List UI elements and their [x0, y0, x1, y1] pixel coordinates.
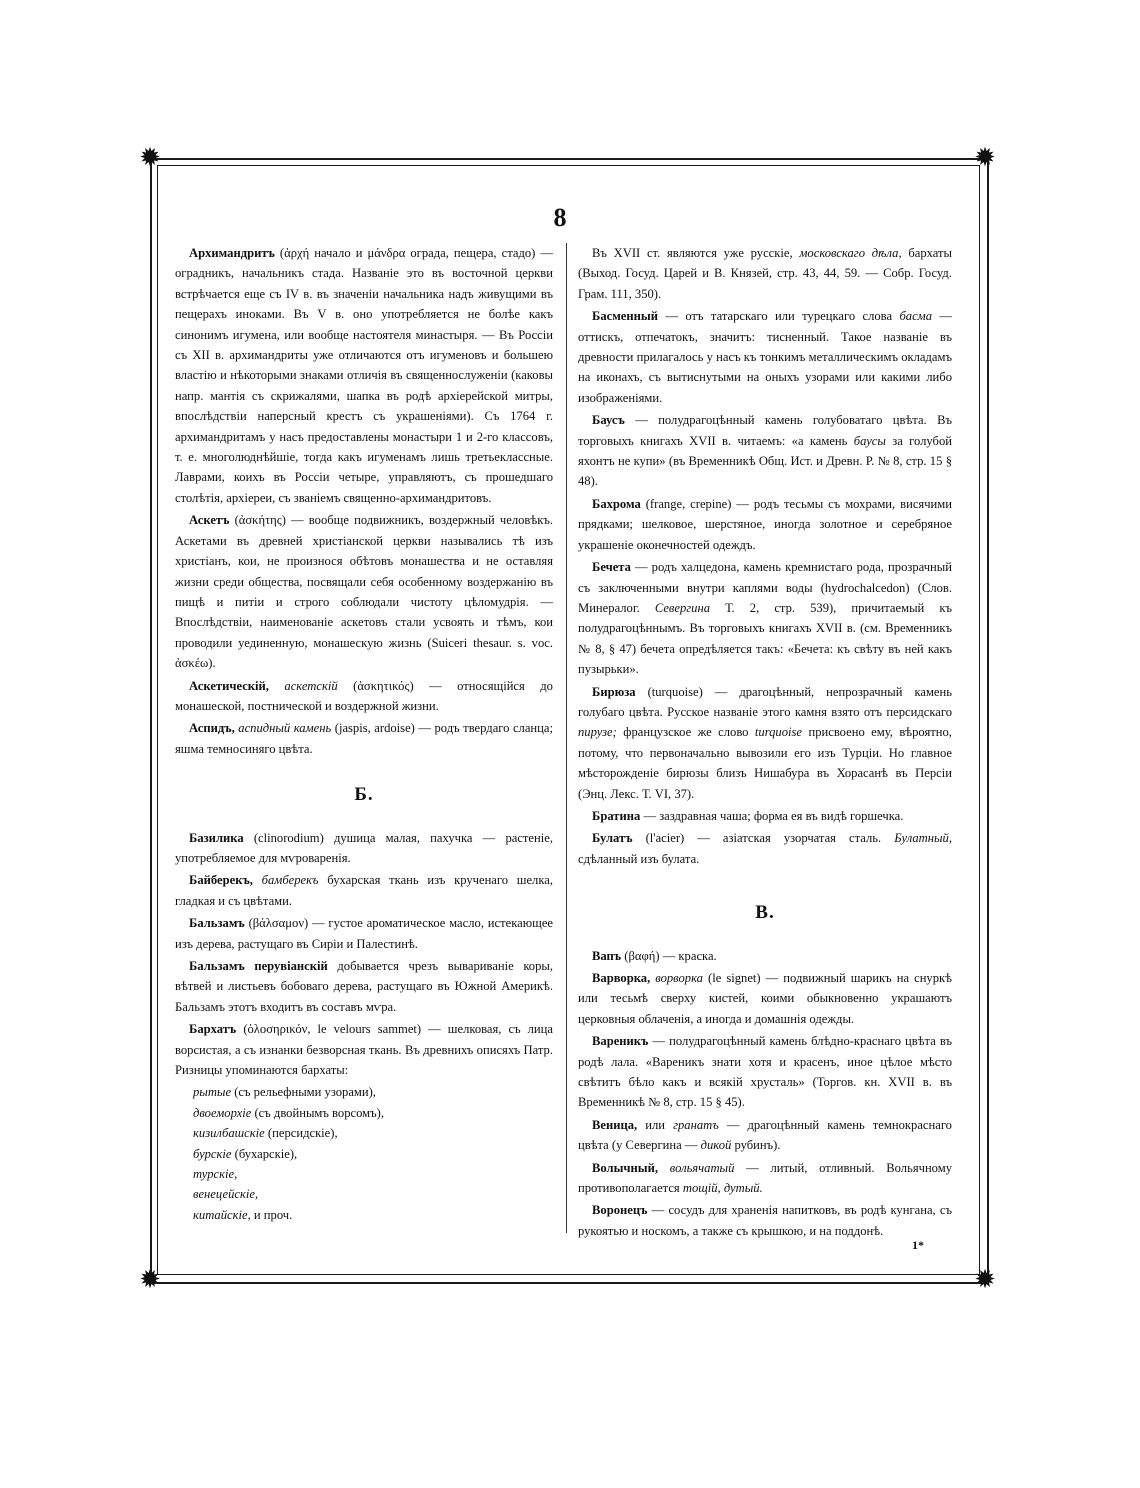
entry-bulat: Булатъ (l'acier) — азіатская узорчатая сталь. Булатный, сдѣланный изъ булата. [578, 831, 952, 866]
entry-term: Бархатъ [189, 1022, 237, 1037]
entry-balsam-peru [175, 956, 553, 1017]
corner-ornament-icon: ✹ [974, 1265, 996, 1295]
entry-baus: Баусъ — полудрагоцѣнный камень голубоватаго цвѣта. Въ торговыхъ книгахъ XVII в. читаемъ: «а камень баусы за голубой яхонтъ не купи» (въ Временникѣ Общ. Ист. и Древн. Р. № 8, стр. 15 § 48). [578, 413, 952, 489]
corner-ornament-icon: ✹ [139, 143, 161, 173]
list-item: венецейскіе, [193, 1187, 259, 1202]
entry-varenik: Вареникъ — полудрагоцѣнный камень блѣдно-краснаго цвѣта въ родѣ лала. «Вареникъ знати хотя и красенъ, иное цѣлое мѣсто свѣтитъ бѣло какъ и всякій хрусталь» (Торгов. кн. XVII в. въ Временникѣ № 8, стр. 15 § 45). [578, 1034, 952, 1110]
entry-ascetic [175, 676, 553, 717]
entry-varvorka: Варворка, ворворка (le signet) — подвижный шарикъ на снуркѣ или тесьмѣ сверху кистей, коими обыкновенно украшаютъ церковныя облаченія, а иногда и домашнія одежды. [578, 971, 952, 1026]
list-item: бурскіе (бухарскіе), [193, 1146, 298, 1161]
entry-ascet [175, 510, 553, 673]
entry-basmenny: Басменный — отъ татарскаго или турецкаго слова басма — оттискъ, отпечатокъ, значитъ: тисненный. Такое названіе въ древности прилагалось у насъ къ тонкимъ металлическимъ окладамъ на иконахъ, съ вытиснутыми на оныхъ узорами или какими либо изображеніями. [578, 309, 953, 405]
right-column [578, 243, 952, 1243]
page-number: 8 [553, 203, 567, 232]
entry-text: добывается чрезъ вывариваніе коры, вѣтвей и листьевъ бобоваго дерева, растущаго въ Южной Америкѣ. Бальзамъ этотъ входитъ въ составъ мѵра. [175, 959, 554, 1014]
entry-venitsa: Веница, или гранатъ — драгоцѣнный камень темнокраснаго цвѣта (у Севергина — дикой рубинъ). [578, 1117, 952, 1153]
list-item: китайскіе, и проч. [193, 1207, 293, 1222]
list-item: рытые (съ рельефными узорами), [193, 1085, 376, 1100]
entry-becheta: Бечета — родъ халцедона, камень кремнистаго рода, прозрачный съ заключенными внутри каплями воды (hydrochalcedon) (Слов. Минералог. Севергина Т. 2, стр. 539), причитаемый къ полудрагоцѣннымъ. Въ торговыхъ книгахъ XVII в. (см. Временникъ № 8, § 47) бечета опредѣляется такъ: «Бечета: къ свѣту въ ней какъ пузырьки». [578, 560, 952, 677]
entry-term: Бальзамъ перувіанскій [189, 959, 328, 973]
entry-text: бухарская ткань изъ крученаго шелка, гладкая и съ цвѣтами. [175, 873, 553, 908]
entry-vap: Вапъ (βαφή) — краска. [592, 948, 717, 963]
entry-voronets: Воронецъ — сосудъ для храненія напитковъ, въ родѣ кунгана, съ рукоятью и носкомъ, а также съ крышкою, и на поддонѣ. [578, 1203, 952, 1238]
printer-signature: 1* [912, 1238, 924, 1252]
entry-bakhroma: Бахрома (frange, crepine) — родъ тесьмы съ мохрами, висячими прядками; шелковое, шерстяное, иногда золотное и серебряное украшеніе оконечностей одеждъ. [578, 496, 952, 552]
entry-bayberek [175, 870, 553, 911]
entry-text: (ἀσκητικός) — относящійся до монашеской, постнической и воздержной жизни. [175, 678, 553, 713]
list-item: турскіе, [193, 1167, 238, 1182]
entry-text: (βάλσαμον) — густое ароматическое масло, истекающее изъ дерева, растущаго въ Сиріи и Палестинѣ. [175, 916, 554, 951]
entry-italic: бамберекъ [261, 873, 319, 888]
entry-term: Аскетъ [189, 513, 230, 528]
entry-aspid [175, 718, 553, 759]
entry-term: Аспидъ, [189, 721, 235, 736]
entry-text: (ἀρχή начало и μάνδρα ограда, пещера, стадо) — оградникъ, начальникъ стада. Названіе это въ восточной церкви встрѣчается еще съ IV в. въ значеніи начальника надъ живущими въ пещерахъ иноками. Въ V в. оно употребляется не болѣе какъ синонимъ игумена, или вообще настоятеля минастыря. — Въ Россіи съ XII в. архимандриты уже отличаются отъ игуменовъ и большею властію и нѣкоторыми знаками отличія въ священнослуженіи (каковы напр. мантія съ скрижалями, шапка въ родѣ архіерейской митры, впослѣдствіи наперсный крестъ съ украшеніями). Съ 1764 г. архимандритамъ у насъ предоставлены монастыри 1 и 2-го классовъ, т. е. многолюднѣйшіе, тогда какъ игуменамъ лишь третьеклассные. Лаврами, коихъ въ Россіи четыре, управляютъ, съ прошедшаго столѣтія, архіереи, съ званіемъ священно-архимандритовъ. [175, 246, 553, 505]
section-heading-v: В. [755, 902, 775, 924]
corner-ornament-icon: ✹ [974, 143, 996, 173]
entry-balsam [175, 913, 553, 954]
list-item: кизилбашскіе (персидскіе), [193, 1126, 338, 1141]
column-divider [566, 243, 567, 1233]
entry-archimandrite [175, 243, 553, 508]
section-heading-b: Б. [354, 784, 374, 806]
entry-volychny: Волычный, вольячатый — литый, отливный. Вольячному противополагается тощій, дутый. [578, 1160, 953, 1196]
entry-term: Байберекъ, [189, 873, 253, 888]
entry-text: (clinorodium) душица малая, пахучка — растеніе, употребляемое для мѵроваренія. [175, 830, 553, 865]
entry-italic: аскетскій [284, 678, 338, 693]
list-item: двоеморхіе (съ двойнымъ ворсомъ), [193, 1105, 384, 1120]
entry-text: (jaspis, ardoise) — родъ твердаго сланца; яшма темносиняго цвѣта. [175, 721, 553, 756]
entry-italic: аспидный камень [238, 721, 332, 736]
entry-bratina: Братина — заздравная чаша; форма ея въ видѣ горшечка. [592, 808, 904, 823]
entry-basilica [175, 828, 553, 869]
entry-text: (ἀσκήτης) — вообще подвижникъ, воздержный человѣкъ. Аскетами въ древней христіанской церкви назывались тѣ изъ христіанъ, кои, не произнося обѣтовъ монашества и не оставляя жизни среди общества, посвящали себя особенному воздержанію въ пищѣ и питіи и строго соблюдали чистоту цѣломудрія. — Впослѣдствіи, наименованіе аскетовъ стали усвоять и тѣмъ, кои проводили уединенную, монашескую жизнь (Suiceri thesaur. s. voc. ἀσκέω). [175, 513, 553, 671]
entry-text: (ὁλοσηρικόν, le velours sammet) — шелковая, съ лица ворсистая, а съ изнанки безворсная ткань. Въ древнихъ описяхъ Патр. Ризницы упоминаются бархаты: [175, 1022, 553, 1078]
entry-term: Архимандритъ [189, 246, 275, 260]
entry-term: Базилика [189, 830, 244, 845]
entry-velvet-russian: Въ XVII ст. являются уже русскіе, московскаго дѣла, бархаты (Выход. Госуд. Царей и В. Князей, стр. 43, 44, 59. — Собр. Госуд. Грам. 111, 350). [578, 246, 953, 301]
corner-ornament-icon: ✹ [139, 1265, 161, 1295]
entry-term: Аскетическій, [189, 678, 269, 693]
entry-term: Бальзамъ [189, 916, 245, 931]
velvet-types-list [193, 1082, 553, 1225]
entry-biryuza: Бирюза (turquoise) — драгоцѣнный, непрозрачный камень голубаго цвѣта. Русское названіе этого камня взято отъ персидскаго пирузе; французское же слово turquoise присвоено ему, вѣроятно, потому, что первоначально вывозили его изъ Турціи. Но главное мѣсторожденіе бирюзы близъ Нишабура въ Хорасанѣ въ Персіи (Энц. Лекс. Т. VI, 37). [578, 684, 952, 801]
left-column [175, 243, 553, 1225]
entry-velvet [175, 1019, 553, 1080]
